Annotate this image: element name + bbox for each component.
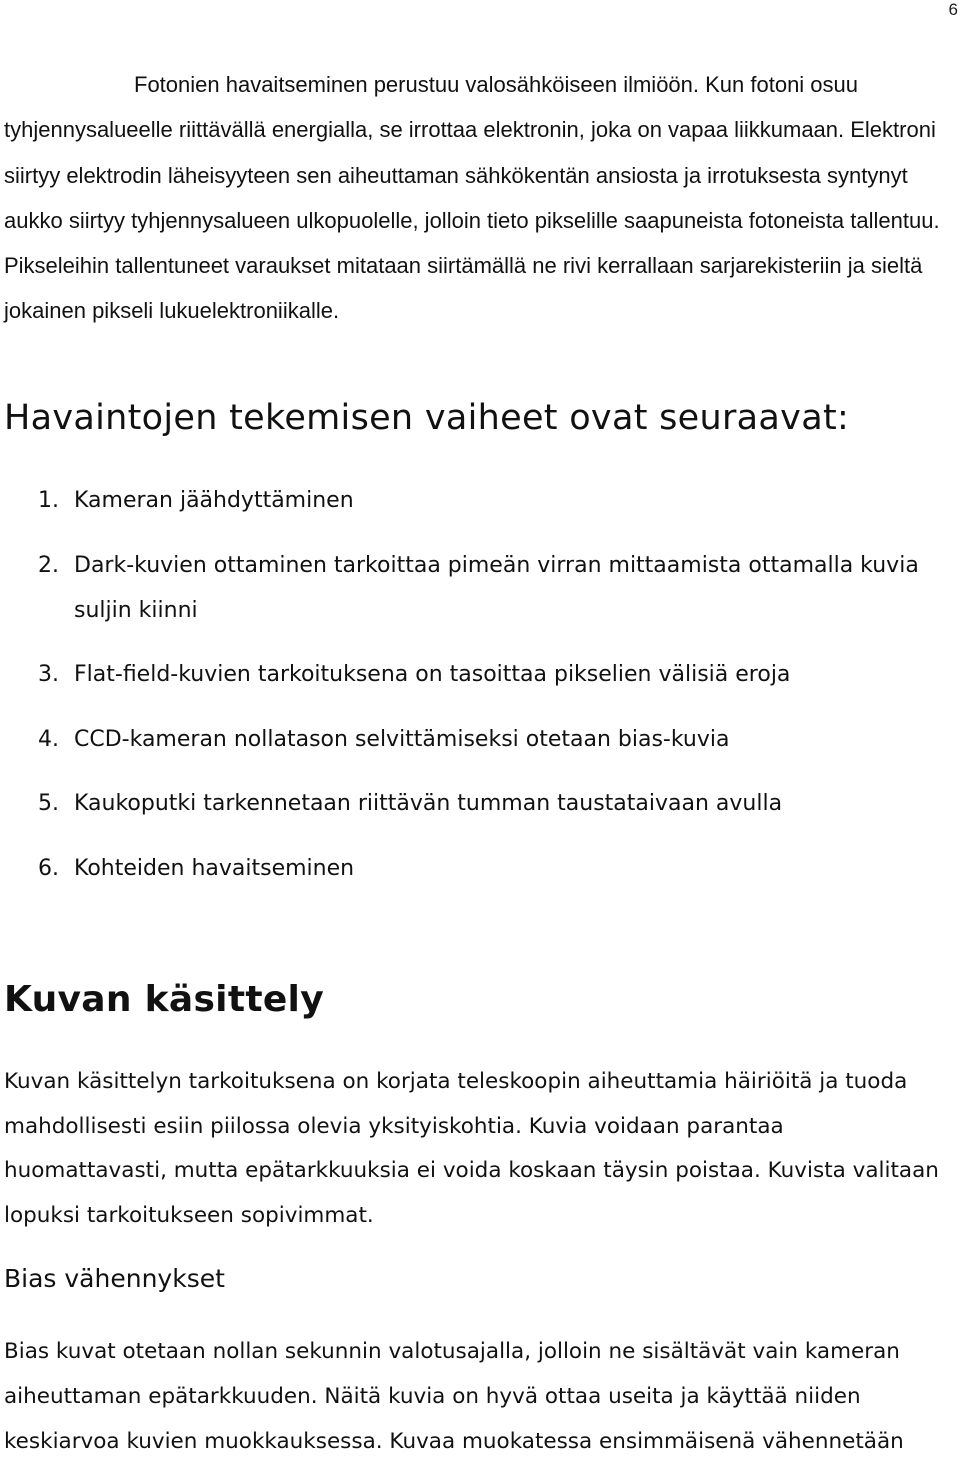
step-number: 4.: [38, 726, 59, 752]
list-item: [38, 717, 960, 762]
list-item: [38, 846, 960, 891]
image-processing-heading: Kuvan käsittely: [4, 979, 324, 1020]
step-number: 6.: [38, 855, 59, 881]
list-item: [38, 543, 960, 633]
page-number: 6: [948, 0, 958, 19]
bias-heading: Bias vähennykset: [4, 1264, 225, 1293]
step-number: 3.: [38, 662, 59, 687]
list-item: [38, 781, 960, 826]
step-text: CCD-kameran nollatason selvittämiseksi otetaan bias-kuvia: [74, 726, 730, 752]
bias-paragraph: Bias kuvat otetaan nollan sekunnin valotusajalla, jolloin ne sisältävät vain kameran aiheuttaman epätarkkuuden. Näitä kuvia on hyvä ottaa useita ja käyttää niiden keskiarvoa kuvien muokkauksessa. Kuvaa muokatessa ensimmäisenä vähennetään: [4, 1339, 904, 1454]
image-processing-paragraph: Kuvan käsittelyn tarkoituksena on korjata teleskoopin aiheuttamia häiriöitä ja tuoda mahdollisesti esiin piilossa olevia yksityiskohtia. Kuvia voidaan parantaa huomattavasti, mutta epätarkkuuksia ei voida koskaan täysin poistaa. Kuvista valitaan lopuksi tarkoitukseen sopivimmat.: [4, 1069, 939, 1229]
step-number: 5.: [38, 791, 59, 816]
step-number: 2.: [38, 552, 59, 578]
step-text: Kaukoputki tarkennetaan riittävän tumman taustataivaan avulla: [74, 791, 783, 816]
steps-list: [38, 478, 960, 910]
step-text: Kameran jäähdyttäminen: [74, 488, 354, 513]
steps-heading: Havaintojen tekemisen vaiheet ovat seuraavat:: [4, 398, 850, 438]
list-item: [38, 478, 960, 523]
step-text: Kohteiden havaitseminen: [74, 855, 355, 881]
step-number: 1.: [38, 488, 59, 513]
intro-paragraph: Fotonien havaitseminen perustuu valosähköiseen ilmiöön. Kun fotoni osuu tyhjennysalueelle riittävällä energialla, se irrottaa elektronin, joka on vapaa liikkumaan. Elektroni siirtyy elektrodin läheisyyteen sen aiheuttaman sähkökentän ansiosta ja irrotuksesta syntynyt aukko siirtyy tyhjennysalueen ulkopuolelle, jolloin tieto pikselille saapuneista fotoneista tallentuu. Pikseleihin tallentuneet varaukset mitataan siirtämällä ne rivi kerrallaan sarjarekisteriin ja sieltä jokainen pikseli lukuelektroniikalle.: [4, 72, 940, 324]
list-item: [38, 652, 960, 697]
step-text: Dark-kuvien ottaminen tarkoittaa pimeän virran mittaamista ottamalla kuvia suljin kiinni: [74, 552, 919, 623]
step-text: Flat-field-kuvien tarkoituksena on tasoittaa pikselien välisiä eroja: [74, 662, 791, 687]
